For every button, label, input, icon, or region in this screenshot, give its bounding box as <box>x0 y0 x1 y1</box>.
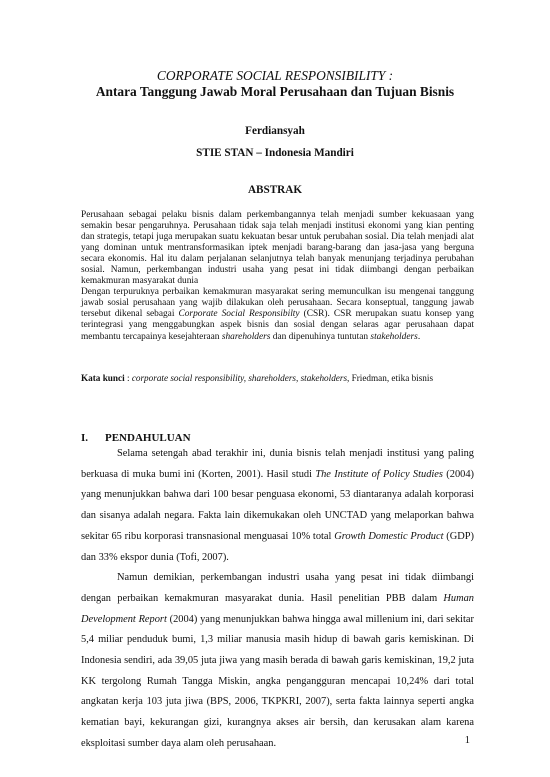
abstract-paragraph-1: Perusahaan sebagai pelaku bisnis dalam perkembangannya telah menjadi sumber kekuasaan yang semakin besar pengaruhnya. Perusahaan tidak saja telah menjadi institusi ekonomi yang kian penting dan strategis, tetapi juga merupakan suatu kekuatan besar untuk perubahan sosial. Dia telah menjadi alat yang dominan untuk mentransformasikan iptek menjadi barang-barang dan jasa-jasa yang berguna secara ekonomis. Hal itu dalam perjalanan selanjutnya telah banyak menunjang terjadinya perubahan sosial. Namun, perkembangan industri usaha yang pesat ini tidak diimbangi dengan perbaikan kemakmuran masyarakat dunia <box>81 210 474 287</box>
paper-title-line-1: CORPORATE SOCIAL RESPONSIBILITY : <box>156 68 394 83</box>
abstract-heading: ABSTRAK <box>247 184 303 196</box>
keywords-italic-terms: corporate social responsibility, shareholders, stakeholders <box>131 373 348 383</box>
author-name: Ferdiansyah <box>245 125 305 137</box>
abstract-text: dan dipenuhinya tuntutan <box>270 331 371 342</box>
abstract-term-csr: Corporate Social Responsibilty <box>178 309 300 320</box>
abstract-body <box>81 210 474 343</box>
abstract-text: (CSR). CSR merupakan suatu konsep yang terintegrasi yang menggabungkan aspek bisnis dan sosial dengan selaras agar perusahaan dapat membantu tercapainya kesejahteraan <box>81 309 474 342</box>
body-paragraph-2 <box>81 568 474 754</box>
body-paragraph-1 <box>81 444 474 568</box>
keywords-plain-terms: , Friedman, etika bisnis <box>347 373 434 383</box>
body-text: Namun demikian, perkembangan industri usaha yang pesat ini tidak diimbangi dengan perbaikan kemakmuran masyarakat dunia. Hasil penelitian PBB dalam <box>81 572 474 604</box>
section-number: I. <box>81 432 89 444</box>
abstract-term-stakeholders: stakeholders <box>370 331 418 342</box>
body-text: (2004) yang menunjukkan bahwa dari 100 besar penguasa ekonomi, 53 diantaranya adalah korporasi dan sisanya adalah negara. Fakta lain dikemukakan oleh UNCTAD yang melaporkan bahwa sekitar 65 ribu korporasi transnasional menguasai 10% total <box>81 468 474 542</box>
body-term-gdp: Growth Domestic Product <box>334 530 444 542</box>
body-text: (GDP) dan 33% ekspor dunia (Tofi, 2007). <box>81 530 475 563</box>
body-text: (2004) yang menunjukkan bahwa hingga awal millenium ini, dari sekitar 5,4 miliar penduduk bumi, 1,3 miliar manusia masih hidup di bawah garis kemiskinan. Di Indonesia sendiri, ada 39,05 juta jiwa yang masih berada di bawah garis kemiskinan, 19,2 juta KK tergolong Rumah Tangga Miskin, angka pengangguran mencapai 10,24% dari total angkatan kerja 103 juta jiwa (BPS, 2006, TKPKRI, 2007), serta fakta lainnya seperti angka kematian bayi, kekurangan gizi, kurangnya akses air bersih, dan kerusakan alam karena eksploitasi sumber daya alam oleh perusahaan. <box>81 613 474 749</box>
abstract-term-shareholders: shareholders <box>221 331 271 342</box>
page-number: 1 <box>464 735 470 746</box>
body-term-hdr: Human Development Report <box>81 592 474 625</box>
keywords-label: Kata kunci <box>81 373 125 383</box>
paper-title-line-2: Antara Tanggung Jawab Moral Perusahaan dan Tujuan Bisnis <box>95 84 455 99</box>
abstract-text: . <box>417 331 421 342</box>
keywords-line <box>81 373 474 384</box>
abstract-text: Dengan terpuruknya perbaikan kemakmuran masyarakat sering memunculkan isu mengenai tanggung jawab sosial perusahaan yang wajib dilakukan oleh perusahaan. Secara konseptual, tanggung jawab tersebut dikenal sebagai <box>81 287 474 320</box>
introduction-body <box>81 444 474 755</box>
body-text: Selama setengah abad terakhir ini, dunia bisnis telah menjadi institusi yang paling berkuasa di muka bumi ini (Korten, 2001). Hasil studi <box>81 448 474 480</box>
section-heading <box>81 431 191 445</box>
author-affiliation: STIE STAN – Indonesia Mandiri <box>196 147 354 159</box>
abstract-paragraph-2 <box>81 287 474 342</box>
section-title: PENDAHULUAN <box>105 432 191 444</box>
body-term-ips: The Institute of Policy Studies <box>315 468 443 480</box>
keywords-colon: : <box>124 373 132 383</box>
